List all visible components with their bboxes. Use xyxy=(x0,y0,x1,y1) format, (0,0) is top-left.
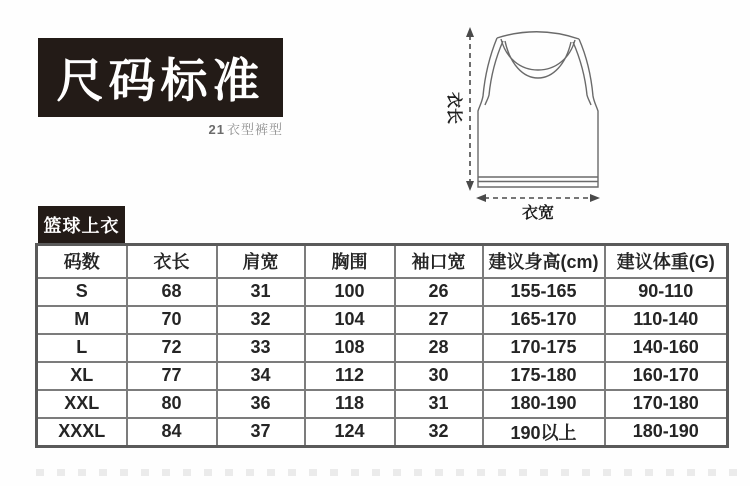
category-label-text: 篮球上衣 xyxy=(43,215,120,236)
length-label: 衣长 xyxy=(444,91,462,125)
size-cell: L xyxy=(37,334,127,362)
arrow-up-icon xyxy=(466,27,474,37)
table-row xyxy=(37,306,728,334)
subtitle-text: 衣型裤型 xyxy=(226,122,283,137)
table-row xyxy=(37,334,728,362)
value-cell: 31 xyxy=(395,390,483,418)
value-cell: 80 xyxy=(127,390,217,418)
value-cell: 68 xyxy=(127,278,217,306)
arrow-left-icon xyxy=(476,194,486,202)
table-header-row xyxy=(37,245,728,278)
size-cell: M xyxy=(37,306,127,334)
value-cell: 100 xyxy=(305,278,395,306)
value-cell: 170-180 xyxy=(605,390,728,418)
value-cell: 108 xyxy=(305,334,395,362)
col-header-6: 建议体重(G) xyxy=(605,245,728,278)
page-title xyxy=(38,38,283,117)
table-row xyxy=(37,278,728,306)
value-cell: 84 xyxy=(127,418,217,447)
size-cell: XXXL xyxy=(37,418,127,447)
subtitle xyxy=(103,119,283,138)
size-cell: XL xyxy=(37,362,127,390)
page-title-text: 尺码标准 xyxy=(56,54,265,107)
value-cell: 70 xyxy=(127,306,217,334)
col-header-5: 建议身高(cm) xyxy=(483,245,605,278)
value-cell: 31 xyxy=(217,278,305,306)
value-cell: 77 xyxy=(127,362,217,390)
value-cell: 124 xyxy=(305,418,395,447)
length-arrow xyxy=(466,27,474,191)
col-header-0: 码数 xyxy=(37,245,127,278)
value-cell: 36 xyxy=(217,390,305,418)
jersey-diagram xyxy=(440,8,640,225)
value-cell: 30 xyxy=(395,362,483,390)
arrow-down-icon xyxy=(466,181,474,191)
value-cell: 160-170 xyxy=(605,362,728,390)
value-cell: 90-110 xyxy=(605,278,728,306)
value-cell: 118 xyxy=(305,390,395,418)
watermark-dots xyxy=(36,469,738,476)
value-cell: 28 xyxy=(395,334,483,362)
value-cell: 190以上 xyxy=(483,418,605,447)
arrow-right-icon xyxy=(590,194,600,202)
table-row xyxy=(37,418,728,447)
value-cell: 33 xyxy=(217,334,305,362)
value-cell: 32 xyxy=(217,306,305,334)
value-cell: 165-170 xyxy=(483,306,605,334)
col-header-2: 肩宽 xyxy=(217,245,305,278)
size-cell: S xyxy=(37,278,127,306)
value-cell: 112 xyxy=(305,362,395,390)
value-cell: 170-175 xyxy=(483,334,605,362)
value-cell: 34 xyxy=(217,362,305,390)
size-table xyxy=(35,243,729,448)
jersey-outline xyxy=(478,32,598,187)
table-row xyxy=(37,362,728,390)
value-cell: 175-180 xyxy=(483,362,605,390)
value-cell: 104 xyxy=(305,306,395,334)
value-cell: 180-190 xyxy=(605,418,728,447)
value-cell: 140-160 xyxy=(605,334,728,362)
width-label: 衣宽 xyxy=(521,205,555,222)
value-cell: 26 xyxy=(395,278,483,306)
value-cell: 155-165 xyxy=(483,278,605,306)
table-body xyxy=(37,278,728,447)
col-header-3: 胸围 xyxy=(305,245,395,278)
value-cell: 27 xyxy=(395,306,483,334)
value-cell: 37 xyxy=(217,418,305,447)
category-label xyxy=(38,206,125,243)
table-row xyxy=(37,390,728,418)
subtitle-number: 21 xyxy=(208,122,225,137)
value-cell: 32 xyxy=(395,418,483,447)
value-cell: 72 xyxy=(127,334,217,362)
width-arrow xyxy=(476,194,600,202)
col-header-4: 袖口宽 xyxy=(395,245,483,278)
value-cell: 180-190 xyxy=(483,390,605,418)
size-cell: XXL xyxy=(37,390,127,418)
value-cell: 110-140 xyxy=(605,306,728,334)
col-header-1: 衣长 xyxy=(127,245,217,278)
